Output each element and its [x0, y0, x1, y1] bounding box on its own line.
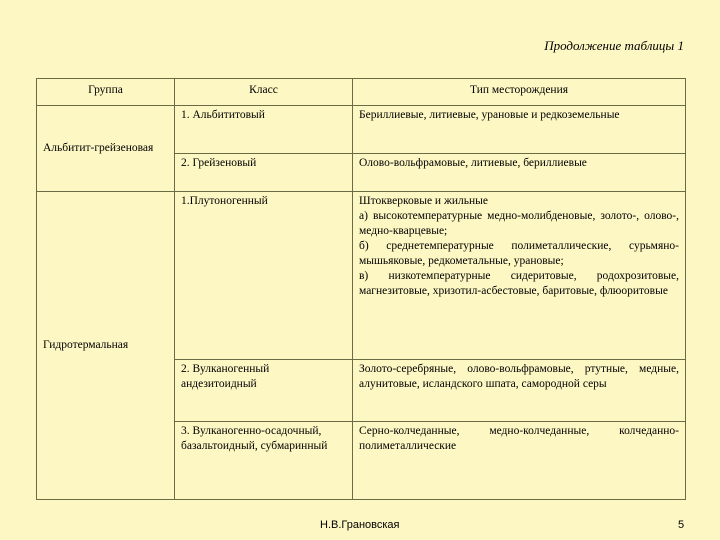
deposit-type-cell [353, 192, 686, 360]
group-albitite: Альбитит-грейзеновая [37, 106, 175, 192]
class-cell: 3. Вулканогенно-осадочный, базальтоидный, субмаринный [175, 422, 353, 500]
table-row [37, 106, 686, 154]
footer-author: Н.В.Грановская [320, 519, 400, 531]
deposit-type-cell: Олово-вольфрамовые, литиевые, бериллиевые [353, 154, 686, 192]
deposit-type-cell: Золото-серебряные, олово-вольфрамовые, ртутные, медные, алунитовые, исландского шпата, самородной серы [353, 360, 686, 422]
deposit-type-line: б) среднетемпературные полиметаллические, сурьмяно-мышьяковые, редкометальные, урановые; [359, 240, 679, 267]
deposit-type-cell: Бериллиевые, литиевые, урановые и редкоземельные [353, 106, 686, 154]
header-class: Класс [175, 79, 353, 106]
group-hydrothermal: Гидротермальная [37, 192, 175, 500]
class-cell: 2. Грейзеновый [175, 154, 353, 192]
table-row [37, 192, 686, 360]
deposits-table [36, 78, 686, 500]
class-cell: 1.Плутоногенный [175, 192, 353, 360]
header-group: Группа [37, 79, 175, 106]
deposit-type-line: Штокверковые и жильные [359, 195, 489, 207]
header-deposit-type: Тип месторождения [353, 79, 686, 106]
page-number: 5 [678, 519, 685, 531]
table-caption: Продолжение таблицы 1 [544, 38, 684, 53]
table-header-row [37, 79, 686, 106]
class-cell: 2. Вулканогенный андезитоидный [175, 360, 353, 422]
deposit-type-line: в) низкотемпературные сидеритовые, родохрозитовые, магнезитовые, хризотил-асбестовые, баритовые, флюоритовые [359, 270, 679, 297]
class-cell: 1. Альбититовый [175, 106, 353, 154]
deposit-type-cell: Серно-колчеданные, медно-колчеданные, колчеданно-полиметаллические [353, 422, 686, 500]
deposit-type-line: а) высокотемпературные медно-молибденовые, золото-, олово-, медно-кварцевые; [359, 210, 679, 237]
